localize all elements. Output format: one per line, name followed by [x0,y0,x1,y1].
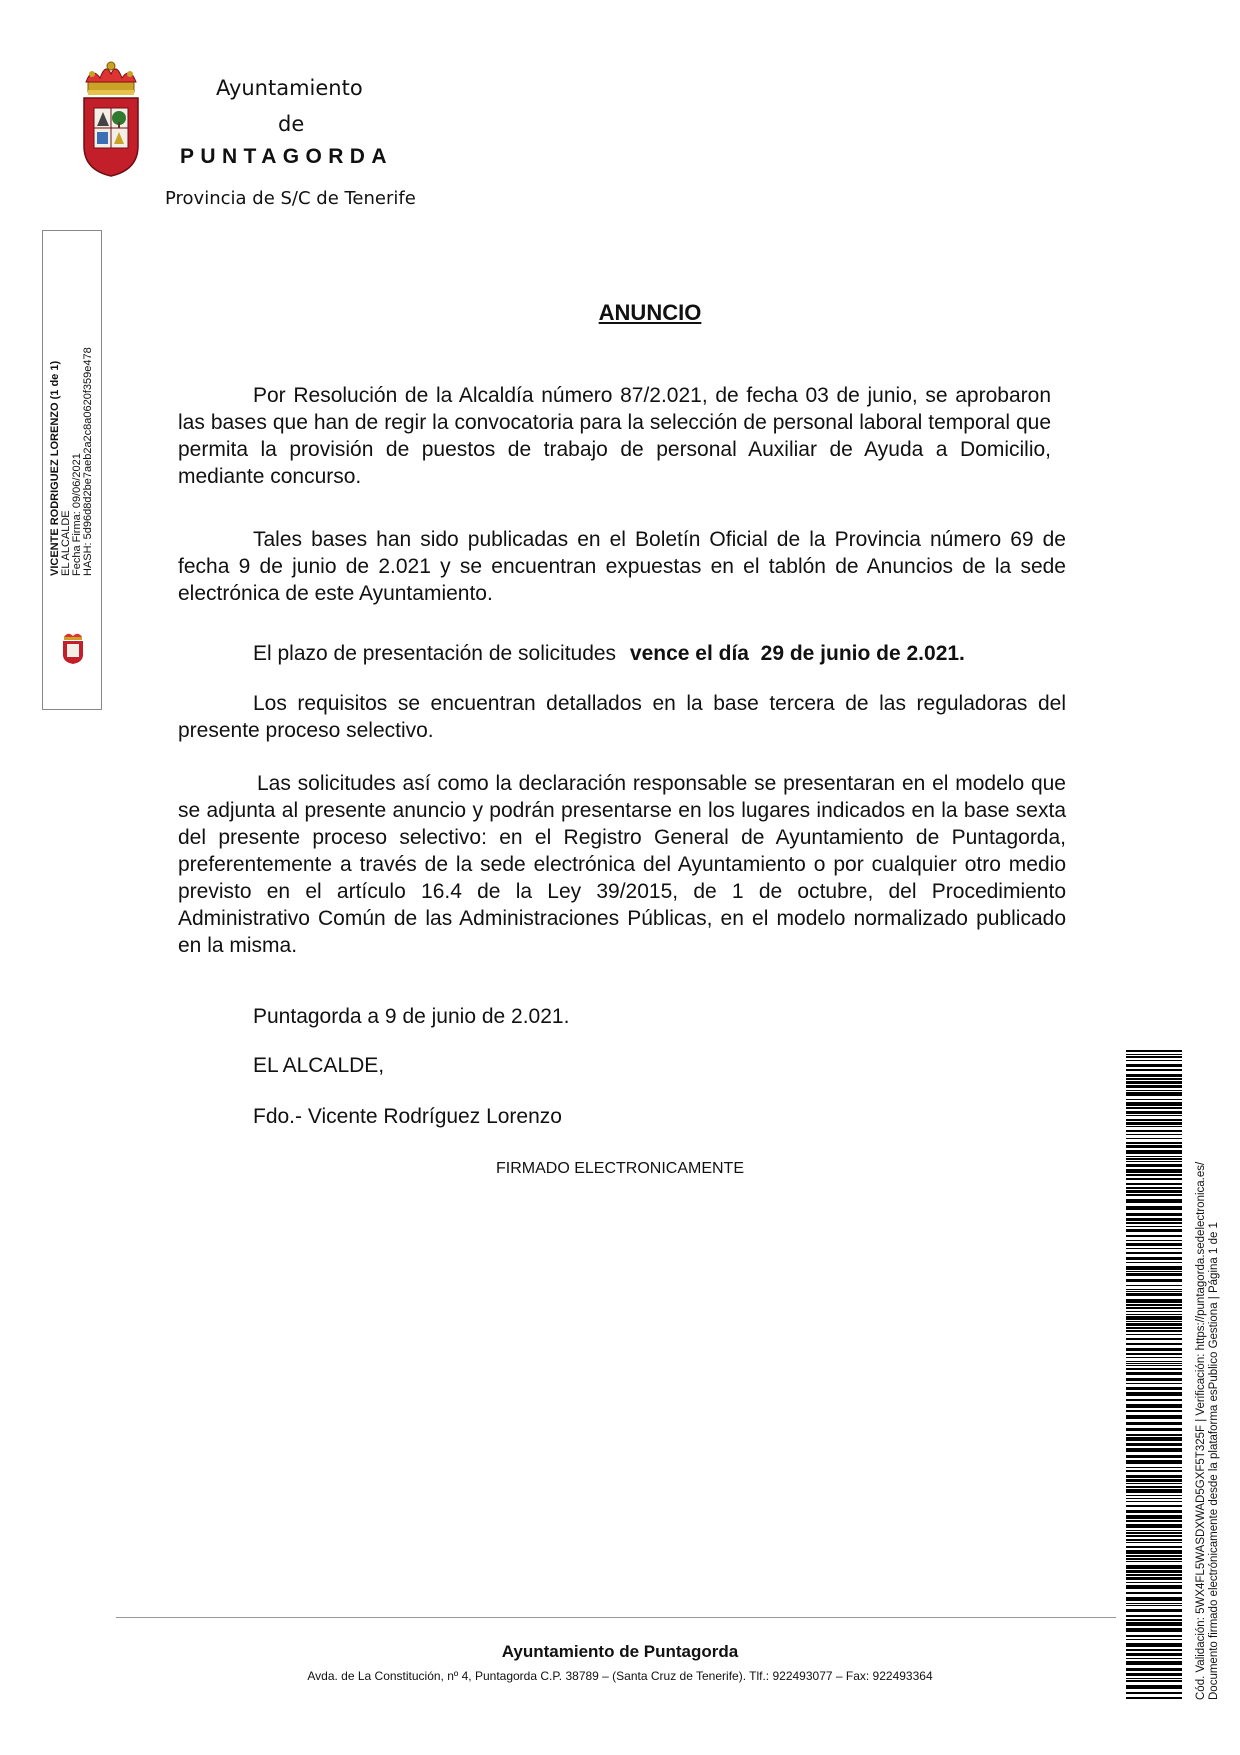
barcode-bar [1126,1092,1182,1096]
barcode-bar [1126,1323,1182,1326]
barcode-bar [1126,1054,1182,1055]
barcode-bar [1126,1252,1182,1254]
barcode-bar [1126,1658,1182,1659]
barcode-bar [1126,1161,1182,1162]
barcode-bar [1126,1327,1182,1329]
barcode-bar [1126,1107,1182,1109]
barcode-bar [1126,1697,1182,1699]
barcode-bar [1126,1489,1182,1493]
barcode-bar [1126,1169,1182,1173]
barcode-bar [1126,1190,1182,1193]
barcode-bar [1126,1555,1182,1557]
barcode-bar [1126,1685,1182,1689]
barcode-bar [1126,1365,1182,1366]
barcode-bar [1126,1475,1182,1478]
paragraph-2: Tales bases han sido publicadas en el Boletín Oficial de la Provincia número 69 de fecha 9 de junio de 2.021 y se encuentran expuestas en el tablón de Anuncios de la sede electrónica de este Ayuntamiento. [178,528,1066,605]
barcode-bar [1126,1479,1182,1482]
barcode-bar [1126,1330,1182,1332]
signature-date: Fecha Firma: 09/06/2021 [71,453,83,576]
barcode-bar [1126,1126,1182,1127]
barcode-bar [1126,1680,1182,1682]
barcode-bar [1126,1158,1182,1160]
barcode-bar [1126,1501,1182,1502]
barcode-bar [1126,1368,1182,1370]
barcode-bar [1126,1505,1182,1507]
place-date: Puntagorda a 9 de junio de 2.021. [253,1005,570,1028]
barcode-bar [1126,1378,1182,1381]
barcode-bar [1126,1361,1182,1362]
barcode-bar [1126,1661,1182,1665]
barcode-bar [1126,1174,1182,1176]
barcode-bar [1126,1178,1182,1180]
footer-address: Avda. de La Constitución, nº 4, Puntagorda C.P. 38789 – (Santa Cruz de Tenerife). Tlf.: 922493077 – Fax: 922493364 [307,1669,933,1683]
barcode-bar [1126,1615,1182,1617]
barcode-bar [1126,1194,1182,1196]
barcode-bar [1126,1299,1182,1303]
barcode-bar [1126,1392,1182,1396]
paragraph-5: Las solicitudes así como la declaración responsable se presentaran en el modelo que se adjunta al presente anuncio y podrán presentarse en los lugares indicados en la base sexta del presente proceso selectivo: en el Registro General de Ayuntamiento de Puntagorda, preferentemente a través de la sede electrónica del Ayuntamiento o por cualquier otro medio previsto en el artículo 16.4 de la Ley 39/2015, de 1 de octubre, del Procedimiento Administrativo Común de las Administraciones Públicas, en el modelo normalizado publicado en la misma. [178,772,1066,957]
barcode-bar [1126,1520,1182,1522]
barcode-bar [1126,1279,1182,1282]
barcode-bar [1126,1550,1182,1554]
barcode-bar [1126,1102,1182,1106]
deadline-intro: El plazo de presentación de solicitudes [253,642,617,665]
barcode-bar [1126,1060,1182,1061]
barcode-bar [1126,1343,1182,1345]
barcode-bar [1126,1510,1182,1513]
barcode-bar [1126,1535,1182,1537]
barcode-bar [1126,1609,1182,1612]
paragraph-1: Por Resolución de la Alcaldía número 87/2.021, de fecha 03 de junio, se aprobaron las bases que han de regir la convocatoria para la selección de personal laboral temporal que permita la provisión de puestos de trabajo de personal Auxiliar de Ayuda a Domicilio, mediante concurso. [178,384,1051,488]
barcode-bar [1126,1321,1182,1322]
barcode-bar [1126,1530,1182,1531]
barcode-bar [1126,1486,1182,1488]
barcode-bar [1126,1314,1182,1315]
barcode-bar [1126,1434,1182,1436]
barcode-bar [1126,1649,1182,1651]
barcode-bar [1126,1206,1182,1210]
barcode-bar [1126,1291,1182,1292]
barcode-bar [1126,1213,1182,1216]
coat-of-arms-logo [78,60,144,178]
barcode-bar [1126,1387,1182,1390]
barcode-bar [1126,1235,1182,1237]
barcode-bar [1126,1415,1182,1419]
barcode-bar [1126,1542,1182,1543]
barcode-bar [1126,1145,1182,1148]
barcode-bar [1126,1085,1182,1088]
barcode-bar [1126,1422,1182,1425]
signature-role: EL ALCALDE [60,510,72,576]
barcode-bar [1126,1539,1182,1541]
barcode-bar [1126,1307,1182,1309]
footer-name: Ayuntamiento de Puntagorda [501,1642,739,1661]
barcode-bar [1126,1639,1182,1640]
barcode-bar [1126,1467,1182,1468]
barcode-bar [1126,1164,1182,1167]
barcode-bar [1126,1455,1182,1458]
barcode-bar [1126,1222,1182,1224]
barcode-bar [1126,1078,1182,1080]
barcode-bar [1126,1122,1182,1125]
header-de: de [278,112,305,136]
barcode-bar [1126,1448,1182,1452]
barcode-bar [1126,1532,1182,1534]
barcode-bar [1126,1404,1182,1408]
verification-line-2: Documento firmado electrónicamente desde la plataforma esPublico Gestiona | Página 1 de 1 [1208,1222,1220,1700]
barcode-bar [1126,1142,1182,1144]
barcode-bar [1126,1565,1182,1569]
barcode-bar [1126,1134,1182,1135]
barcode-bar [1126,1577,1182,1580]
barcode-bar [1126,1199,1182,1203]
barcode-bar [1126,1248,1182,1249]
paragraph-3 [253,640,965,667]
barcode-bar [1126,1653,1182,1656]
barcode-bar [1126,1443,1182,1446]
barcode-bar [1126,1635,1182,1637]
barcode-bar [1126,1585,1182,1589]
header-province: Provincia de S/C de Tenerife [165,188,416,209]
barcode-bar [1126,1156,1182,1157]
deadline-date: vence el día 29 de junio de 2.021. [629,642,965,665]
signer-role: EL ALCALDE, [253,1054,385,1077]
barcode-bar [1126,1266,1182,1270]
barcode-bar [1126,1628,1182,1632]
paragraph-4: Los requisitos se encuentran detallados en la base tercera de las reguladoras del presente proceso selectivo. [178,692,1066,742]
barcode-bar [1126,1081,1182,1084]
barcode-bar [1126,1226,1182,1227]
barcode-bar [1126,1285,1182,1286]
barcode-bar [1126,1353,1182,1355]
barcode-bar [1126,1119,1182,1121]
signature-signer: VICENTE RODRIGUEZ LORENZO (1 de 1) [49,360,61,576]
barcode-bar [1126,1515,1182,1519]
verification-line-1: Cód. Validación: 5WX4FL5WASDXWAD5GXF5T325F | Verificación: https://puntagorda.sedelectronica.es/ [1195,1161,1207,1700]
barcode-bar [1126,1603,1182,1604]
barcode-bar [1126,1069,1182,1071]
barcode-bar [1126,1262,1182,1263]
barcode-bar [1126,1150,1182,1154]
barcode-bar [1126,1570,1182,1573]
barcode-bar [1126,1524,1182,1528]
barcode-bar [1126,1293,1182,1296]
barcode-bar [1126,1363,1182,1364]
validation-barcode [1126,1050,1182,1700]
barcode-bar [1126,1056,1182,1058]
barcode-bar [1126,1050,1182,1052]
barcode-bar [1126,1289,1182,1290]
barcode-bar [1126,1187,1182,1189]
signature-hash: HASH: 5d96d8d2be7aeb2a2c8a0620f359e478 [82,347,94,576]
barcode-bar [1126,1592,1182,1594]
barcode-bar [1126,1115,1182,1116]
barcode-bar [1126,1183,1182,1185]
barcode-bar [1126,1582,1182,1583]
barcode-bar [1126,1678,1182,1679]
barcode-bar [1126,1338,1182,1340]
barcode-bar [1126,1498,1182,1499]
barcode-bar [1126,1271,1182,1272]
barcode-bar [1126,1460,1182,1464]
document-title: ANUNCIO [598,300,702,325]
barcode-bar [1126,1111,1182,1114]
footer-divider [116,1617,1116,1618]
barcode-bar [1126,1622,1182,1626]
barcode-bar [1126,1348,1182,1351]
barcode-bar [1126,1243,1182,1246]
barcode-bar [1126,1470,1182,1472]
barcode-bar [1126,1558,1182,1560]
barcode-bar [1126,1240,1182,1241]
barcode-bar [1126,1074,1182,1077]
barcode-bar [1126,1218,1182,1221]
barcode-bar [1126,1383,1182,1384]
barcode-bar [1126,1316,1182,1320]
barcode-bar [1126,1561,1182,1562]
barcode-bar [1126,1673,1182,1676]
verification-text [1195,1050,1221,1700]
header-town: PUNTAGORDA [180,145,393,168]
barcode-bar [1126,1138,1182,1139]
barcode-bar [1126,1273,1182,1276]
barcode-bar [1126,1574,1182,1576]
barcode-bar [1126,1334,1182,1335]
barcode-bar [1126,1064,1182,1067]
barcode-bar [1126,1668,1182,1671]
barcode-bar [1126,1495,1182,1496]
barcode-bar [1126,1483,1182,1484]
signed-by: Fdo.- Vicente Rodríguez Lorenzo [253,1105,562,1128]
barcode-bar [1126,1437,1182,1441]
barcode-bar [1126,1692,1182,1694]
barcode-bar [1126,1605,1182,1606]
barcode-bar [1126,1428,1182,1431]
barcode-bar [1126,1410,1182,1412]
barcode-bar [1126,1546,1182,1548]
barcode-bar [1126,1372,1182,1375]
barcode-bar [1126,1130,1182,1132]
barcode-bar [1126,1643,1182,1647]
barcode-bar [1126,1597,1182,1601]
barcode-bar [1126,1304,1182,1306]
barcode-bar [1126,1357,1182,1358]
barcode-bar [1126,1257,1182,1260]
barcode-bar [1126,1311,1182,1312]
barcode-bar [1126,1229,1182,1232]
barcode-bar [1126,1619,1182,1621]
barcode-bar [1126,1399,1182,1401]
barcode-bar [1126,1090,1182,1091]
header-ayuntamiento: Ayuntamiento [216,76,363,100]
electronic-signature-note: FIRMADO ELECTRONICAMENTE [495,1160,744,1177]
signature-crest-icon [61,631,85,665]
barcode-bar [1126,1099,1182,1100]
